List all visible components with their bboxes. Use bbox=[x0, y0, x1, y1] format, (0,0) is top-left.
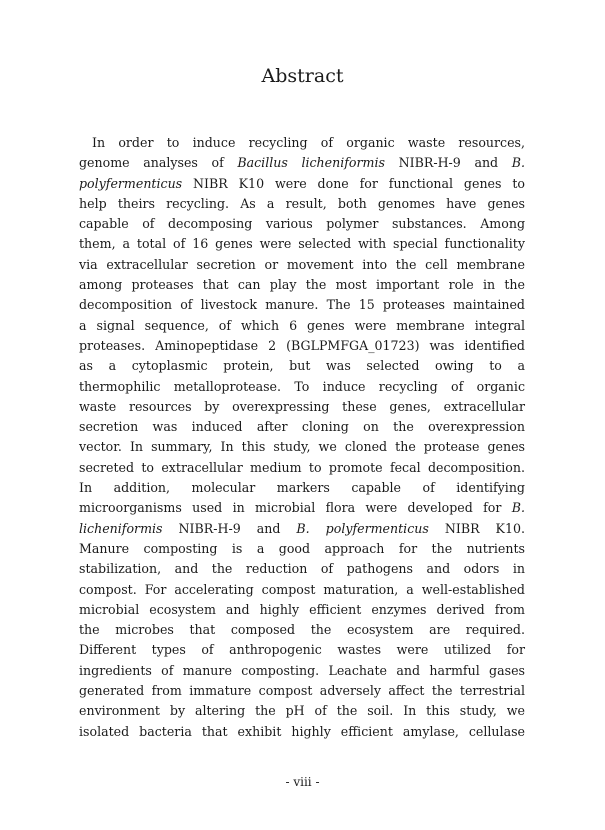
text-line bbox=[79, 539, 525, 559]
page-number: - viii - bbox=[285, 775, 320, 789]
text-run: Manure composting is a good approach for the nutrients bbox=[79, 540, 525, 556]
italic-species-name: B. bbox=[511, 155, 526, 171]
text-run: genome analyses of bbox=[79, 155, 238, 171]
text-run: environment by altering the pH of the soil. In this study, we bbox=[79, 703, 525, 719]
text-line bbox=[79, 234, 525, 254]
text-line bbox=[79, 478, 525, 498]
italic-species-name: B. bbox=[511, 500, 525, 516]
text-line bbox=[79, 356, 525, 376]
text-run: via extracellular secretion or movement into the cell membrane bbox=[79, 256, 525, 272]
italic-species-name: B. polyfermenticus bbox=[296, 520, 429, 536]
text-run: secreted to extracellular medium to promote fecal decomposition. bbox=[79, 459, 525, 475]
text-run: NIBR K10. bbox=[428, 520, 525, 536]
text-line bbox=[79, 559, 525, 579]
text-line bbox=[79, 458, 525, 478]
text-line bbox=[79, 153, 525, 173]
text-line bbox=[79, 600, 525, 620]
text-run: microorganisms used in microbial flora were developed for bbox=[79, 500, 512, 516]
text-line bbox=[79, 174, 525, 194]
text-run: proteases. Aminopeptidase 2 (BGLPMFGA_01723) was identified bbox=[79, 337, 525, 353]
text-run: Different types of anthropogenic wastes were utilized for bbox=[79, 642, 525, 658]
text-line bbox=[79, 316, 525, 336]
text-line bbox=[79, 722, 525, 742]
text-run: stabilization, and the reduction of pathogens and odors in bbox=[79, 561, 525, 577]
text-run: In addition, molecular markers capable of identifying bbox=[79, 480, 525, 496]
text-run: isolated bacteria that exhibit highly efficient amylase, cellulase bbox=[79, 723, 525, 739]
text-line bbox=[79, 214, 525, 234]
text-run: secretion was induced after cloning on the overexpression bbox=[79, 419, 525, 435]
text-run: vector. In summary, In this study, we cloned the protease genes bbox=[79, 439, 525, 455]
text-line bbox=[79, 620, 525, 640]
abstract-paragraph bbox=[79, 133, 525, 742]
text-line bbox=[79, 133, 525, 153]
text-line bbox=[79, 437, 525, 457]
text-run: microbial ecosystem and highly efficient enzymes derived from bbox=[79, 601, 525, 617]
text-run: NIBR-H-9 and bbox=[162, 520, 297, 536]
text-line bbox=[79, 681, 525, 701]
text-run: generated from immature compost adversely affect the terrestrial bbox=[79, 683, 525, 699]
italic-species-name: Bacillus licheniformis bbox=[237, 155, 385, 171]
text-run: In order to induce recycling of organic waste resources, bbox=[92, 135, 525, 150]
text-run: among proteases that can play the most important role in the bbox=[79, 277, 525, 293]
italic-species-name: licheniformis bbox=[79, 520, 163, 536]
text-run: as a cytoplasmic protein, but was selected owing to a bbox=[79, 358, 525, 374]
text-line bbox=[79, 498, 525, 518]
text-run: waste resources by overexpressing these genes, extracellular bbox=[79, 398, 525, 414]
text-run: them, a total of 16 genes were selected with special functionality bbox=[79, 236, 525, 252]
text-run: thermophilic metalloprotease. To induce recycling of organic bbox=[79, 378, 525, 394]
text-line bbox=[79, 640, 525, 660]
text-line bbox=[79, 295, 525, 315]
text-line bbox=[79, 417, 525, 437]
text-line bbox=[79, 194, 525, 214]
text-run: help theirs recycling. As a result, both genomes have genes bbox=[79, 195, 525, 211]
text-line bbox=[79, 661, 525, 681]
page-title: Abstract bbox=[261, 65, 344, 87]
text-run: a signal sequence, of which 6 genes were membrane integral bbox=[79, 317, 525, 333]
text-run: decomposition of livestock manure. The 15 proteases maintained bbox=[79, 297, 525, 313]
text-line bbox=[79, 701, 525, 721]
text-line bbox=[79, 336, 525, 356]
text-run: compost. For accelerating compost maturation, a well-established bbox=[79, 581, 525, 597]
text-line bbox=[79, 255, 525, 275]
text-run: the microbes that composed the ecosystem are required. bbox=[79, 622, 525, 638]
text-line bbox=[79, 580, 525, 600]
text-line bbox=[79, 377, 525, 397]
text-line bbox=[79, 519, 525, 539]
text-run: NIBR-H-9 and bbox=[384, 155, 512, 171]
italic-species-name: polyfermenticus bbox=[79, 175, 183, 191]
text-line bbox=[79, 397, 525, 417]
text-run: capable of decomposing various polymer substances. Among bbox=[79, 216, 525, 232]
text-line bbox=[79, 275, 525, 295]
text-run: NIBR K10 were done for functional genes to bbox=[182, 175, 525, 191]
text-run: ingredients of manure composting. Leachate and harmful gases bbox=[79, 662, 525, 678]
